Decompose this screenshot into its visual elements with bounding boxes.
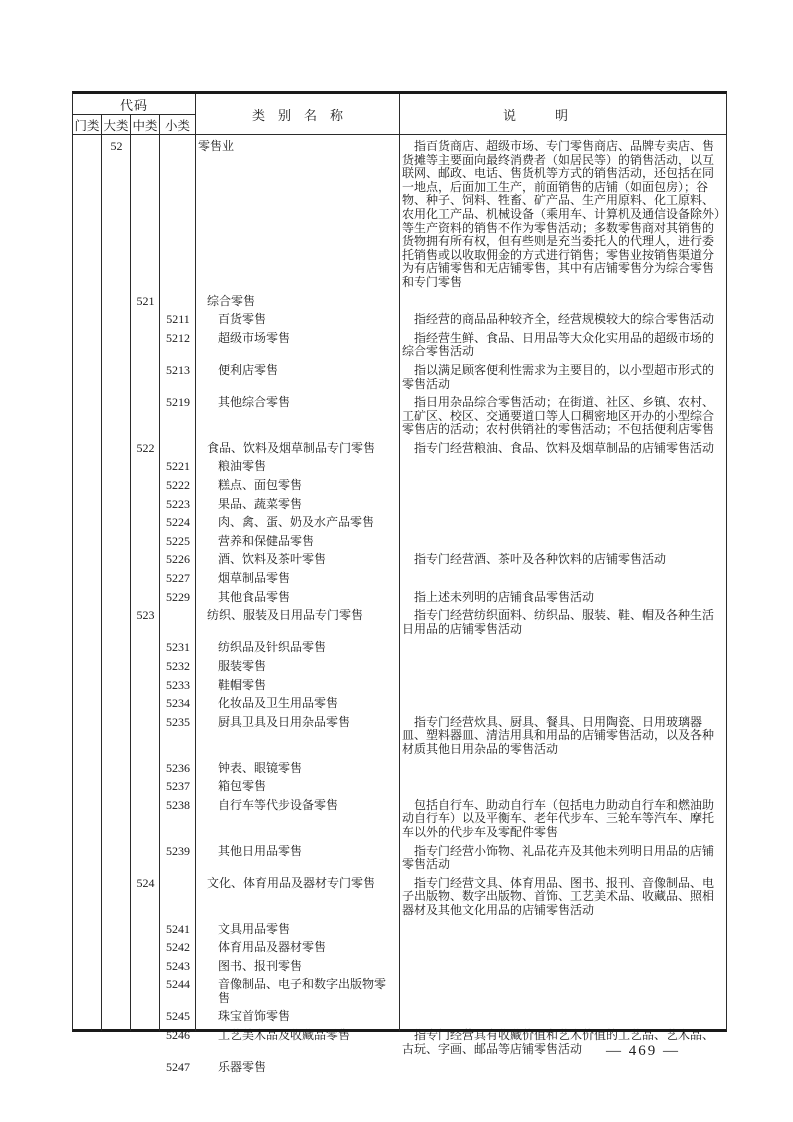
- code-dalei-cell: [102, 960, 131, 974]
- code-xiaolei-cell: 5241: [166, 921, 190, 936]
- code-dalei-cell: [102, 332, 131, 359]
- code-zhonglei-cell: 524: [136, 875, 155, 890]
- code-menlei-cell: [73, 716, 102, 757]
- code-xiaolei-cell: [160, 609, 196, 636]
- code-zhonglei-cell: [131, 460, 160, 474]
- code-dalei-cell: [102, 780, 131, 794]
- description-cell: [400, 535, 726, 549]
- category-name-cell: 零售业: [198, 139, 235, 153]
- table-row: [73, 1061, 726, 1075]
- code-zhonglei-cell: [131, 364, 160, 391]
- code-zhonglei-cell: 522: [136, 440, 155, 455]
- category-name-cell: 便利店零售: [218, 362, 279, 377]
- table-header: [73, 94, 726, 135]
- code-menlei-cell: [73, 442, 102, 456]
- column-divider-line: [159, 135, 160, 1031]
- description-cell: [400, 572, 726, 586]
- code-dalei-cell: [102, 1029, 131, 1056]
- description-cell: 指以满足顾客便利性需求为主要目的，以小型超市形式的零售活动: [402, 362, 715, 391]
- code-menlei-cell: [73, 1029, 102, 1056]
- code-xiaolei-cell: 5244: [166, 977, 190, 992]
- code-menlei-cell: [73, 295, 102, 309]
- code-zhonglei-cell: [131, 845, 160, 872]
- category-name-cell: 其他日用品零售: [218, 843, 303, 858]
- category-name-cell: 超级市场零售: [218, 330, 291, 345]
- code-dalei-cell: [102, 877, 131, 918]
- code-zhonglei-cell: [131, 332, 160, 359]
- code-menlei-cell: [73, 923, 102, 937]
- code-dalei-cell: [102, 295, 131, 309]
- column-divider-line: [130, 135, 131, 1031]
- code-xiaolei-cell: 5222: [166, 478, 190, 493]
- code-xiaolei-cell: 5245: [166, 1009, 190, 1024]
- description-cell: [400, 295, 726, 309]
- code-zhonglei-cell: 521: [136, 293, 155, 308]
- category-name-cell: 化妆品及卫生用品零售: [218, 696, 339, 711]
- code-menlei-cell: [73, 479, 102, 493]
- code-xiaolei-cell: 5234: [166, 696, 190, 711]
- category-name-cell: 其他综合零售: [218, 395, 291, 410]
- code-menlei-cell: [73, 697, 102, 711]
- code-menlei-cell: [73, 460, 102, 474]
- code-zhonglei-cell: [131, 498, 160, 512]
- column-divider-line: [101, 135, 102, 1031]
- code-menlei-cell: [73, 516, 102, 530]
- description-cell: 指上述未列明的店铺食品零售活动: [414, 589, 595, 604]
- code-dalei-cell: [102, 535, 131, 549]
- code-dalei-cell: [102, 479, 131, 493]
- code-dalei-cell: [102, 591, 131, 605]
- description-cell: 指专门经营酒、茶叶及各种饮料的店铺零售活动: [414, 552, 667, 567]
- code-menlei-cell: [73, 553, 102, 567]
- code-subheader-row: [73, 115, 195, 134]
- code-dalei-cell: [102, 553, 131, 567]
- code-menlei-cell: [73, 679, 102, 693]
- code-dalei-cell: [102, 941, 131, 955]
- description-cell: [400, 641, 726, 655]
- code-zhonglei-cell: [131, 799, 160, 840]
- category-name-cell: 鞋帽零售: [218, 677, 267, 692]
- code-zhonglei-cell: [131, 679, 160, 693]
- description-cell: [400, 762, 726, 776]
- category-name-cell: 厨具卫具及日用杂品零售: [218, 714, 351, 729]
- code-xiaolei-cell: 5224: [166, 515, 190, 530]
- code-header-group: [73, 94, 196, 134]
- code-group-label: 代码: [73, 94, 195, 115]
- category-name-cell: 箱包零售: [218, 779, 267, 794]
- description-cell: [400, 941, 726, 955]
- code-zhonglei-cell: [131, 479, 160, 493]
- page-number: — 469 —: [606, 1043, 680, 1059]
- code-dalei-cell: [102, 396, 131, 437]
- code-menlei-cell: [73, 1010, 102, 1024]
- code-dalei-cell: [102, 1010, 131, 1024]
- category-name-cell: 综合零售: [207, 293, 256, 308]
- category-name-cell: 体育用品及器材零售: [218, 940, 327, 955]
- code-zhonglei-cell: [131, 572, 160, 586]
- description-cell: [400, 1010, 726, 1024]
- code-dalei-cell: [102, 716, 131, 757]
- category-name-cell: 肉、禽、蛋、奶及水产品零售: [218, 515, 375, 530]
- code-menlei-cell: [73, 364, 102, 391]
- category-name-cell: 其他食品零售: [218, 589, 291, 604]
- code-xiaolei-cell: 5219: [166, 395, 190, 410]
- column-divider-line: [195, 135, 196, 1031]
- description-cell: [400, 923, 726, 937]
- category-name-cell: 纺织、服装及日用品专门零售: [207, 608, 364, 623]
- code-xiaolei-cell: [160, 442, 196, 456]
- code-dalei-cell: [102, 498, 131, 512]
- category-name-cell: 文化、体育用品及器材专门零售: [207, 875, 376, 890]
- code-xiaolei-cell: 5223: [166, 496, 190, 511]
- code-zhonglei-cell: [131, 516, 160, 530]
- code-xiaolei-cell: 5231: [166, 640, 190, 655]
- code-dalei-cell: [102, 313, 131, 327]
- description-cell: [400, 460, 726, 474]
- code-zhonglei-cell: [131, 1029, 160, 1056]
- code-menlei-cell: [73, 960, 102, 974]
- code-menlei-cell: [73, 780, 102, 794]
- code-xiaolei-cell: [160, 877, 196, 918]
- code-dalei-cell: [102, 364, 131, 391]
- code-xiaolei-cell: 5235: [166, 714, 190, 729]
- description-cell: [400, 679, 726, 693]
- code-zhonglei-cell: [131, 697, 160, 711]
- code-dalei-cell: [102, 572, 131, 586]
- code-zhonglei-cell: [131, 960, 160, 974]
- description-cell: 指专门经营纺织面料、纺织品、服装、鞋、帽及各种生活日用品的店铺零售活动: [402, 608, 715, 636]
- xiaolei-column-header: 小类: [164, 118, 190, 133]
- description-cell: 指经营生鲜、食品、日用品等大众化实用品的超级市场的综合零售活动: [402, 330, 715, 359]
- code-xiaolei-cell: 5229: [166, 589, 190, 604]
- code-zhonglei-cell: [131, 780, 160, 794]
- description-cell: 指百货商店、超级市场、专门零售商店、品牌专卖店、售货摊等主要面向最终消费者（如居民等）的销售活动，以互联网、邮政、电话、售货机等方式的销售活动，还包括在同一地点，后面加工生产，前面销售的店铺（如面包房）；谷物、种子、饲料、牲畜、矿产品、生产用原料、化工原料、农用化工产品、机械设备（乘用车、计算机及通信设备除外）等生产资料的销售不作为零售活动；多数零售商对其销售的货物拥有所有权，但有些则是充当委托人的代理人，进行委托销售或以收取佣金的方式进行销售；零售业按销售渠道分为有店铺零售和无店铺零售，其中有店铺零售分为综合零售和专门零售: [402, 139, 721, 289]
- category-name-cell: 图书、报刊零售: [218, 958, 303, 973]
- category-name-cell: 粮油零售: [218, 459, 267, 474]
- code-zhonglei-cell: [131, 553, 160, 567]
- code-menlei-cell: [73, 941, 102, 955]
- code-menlei-cell: [73, 535, 102, 549]
- code-menlei-cell: [73, 799, 102, 840]
- code-menlei-cell: [73, 498, 102, 512]
- description-cell: [400, 660, 726, 674]
- description-cell: 指专门经营文具、体育用品、图书、报刊、音像制品、电子出版物、数字出版物、首饰、工艺美术品、收藏品、照相器材及其他文化用品的店铺零售活动: [402, 875, 715, 917]
- code-xiaolei-cell: 5226: [166, 552, 190, 567]
- category-name-cell: 珠宝首饰零售: [218, 1009, 291, 1024]
- category-name-cell: 百货零售: [218, 312, 267, 327]
- description-cell: 指专门经营小饰物、礼品花卉及其他未列明日用品的店铺零售活动: [402, 843, 715, 872]
- code-menlei-cell: [73, 609, 102, 636]
- category-name-cell: 纺织品及针织品零售: [218, 640, 327, 655]
- code-dalei-cell: 52: [110, 139, 123, 153]
- code-zhonglei-cell: [131, 313, 160, 327]
- description-cell: [400, 479, 726, 493]
- code-xiaolei-cell: 5221: [166, 459, 190, 474]
- code-menlei-cell: [73, 591, 102, 605]
- code-zhonglei-cell: [131, 923, 160, 937]
- description-cell: [400, 780, 726, 794]
- category-name-cell: 乐器零售: [218, 1060, 267, 1075]
- code-zhonglei-cell: [131, 641, 160, 655]
- code-xiaolei-cell: [160, 295, 196, 309]
- description-cell: [400, 516, 726, 530]
- description-cell: 指专门经营炊具、厨具、餐具、日用陶瓷、日用玻璃器皿、塑料器皿、清洁用具和用品的店铺零售活动，以及各种材质其他日用杂品的零售活动: [402, 714, 715, 756]
- code-xiaolei-cell: 5233: [166, 677, 190, 692]
- code-menlei-cell: [73, 978, 102, 1005]
- description-cell: [400, 498, 726, 512]
- code-xiaolei-cell: 5243: [166, 958, 190, 973]
- code-xiaolei-cell: 5236: [166, 760, 190, 775]
- category-name-cell: 工艺美术品及收藏品零售: [218, 1028, 351, 1043]
- code-xiaolei-cell: 5212: [166, 330, 190, 345]
- category-name-cell: 营养和保健品零售: [218, 533, 315, 548]
- code-menlei-cell: [73, 641, 102, 655]
- code-dalei-cell: [102, 762, 131, 776]
- code-menlei-cell: [73, 660, 102, 674]
- code-dalei-cell: [102, 799, 131, 840]
- code-dalei-cell: [102, 923, 131, 937]
- category-name-cell: 服装零售: [218, 659, 267, 673]
- code-menlei-cell: [73, 396, 102, 437]
- code-xiaolei-cell: 5242: [166, 940, 190, 955]
- dalei-column-header: 大类: [102, 115, 131, 134]
- code-menlei-cell: [73, 332, 102, 359]
- menlei-column-header: 门类: [73, 115, 102, 134]
- category-name-cell: 烟草制品零售: [218, 571, 291, 586]
- code-xiaolei-cell: 5238: [166, 797, 190, 812]
- description-cell: 指经营的商品品种较齐全，经营规模较大的综合零售活动: [414, 312, 715, 327]
- category-name-cell: 音像制品、电子和数字出版物零售: [218, 977, 387, 1005]
- code-dalei-cell: [102, 460, 131, 474]
- code-xiaolei-cell: 5211: [166, 312, 190, 327]
- code-xiaolei-cell: 5237: [166, 779, 190, 794]
- category-name-cell: 钟表、眼镜零售: [218, 760, 303, 775]
- category-name-cell: 果品、蔬菜零售: [218, 496, 303, 511]
- code-zhonglei-cell: [131, 1010, 160, 1024]
- code-dalei-cell: [102, 978, 131, 1005]
- code-xiaolei-cell: [160, 140, 196, 290]
- category-name-cell: 糕点、面包零售: [218, 478, 303, 493]
- code-dalei-cell: [102, 660, 131, 674]
- code-zhonglei-cell: [131, 660, 160, 674]
- code-zhonglei-cell: [131, 941, 160, 955]
- code-xiaolei-cell: 5225: [166, 533, 190, 548]
- description-column-header: 说 明: [502, 107, 568, 123]
- code-xiaolei-cell: 5246: [166, 1028, 190, 1043]
- code-dalei-cell: [102, 845, 131, 872]
- description-cell: [400, 960, 726, 974]
- code-xiaolei-cell: 5239: [166, 843, 190, 858]
- code-zhonglei-cell: [131, 140, 160, 290]
- code-xiaolei-cell: 5213: [166, 362, 190, 377]
- description-cell: [400, 1061, 726, 1075]
- code-dalei-cell: [102, 609, 131, 636]
- code-menlei-cell: [73, 1061, 102, 1075]
- category-name-cell: 食品、饮料及烟草制品专门零售: [207, 440, 376, 455]
- code-zhonglei-cell: 523: [136, 608, 155, 623]
- code-xiaolei-cell: 5247: [166, 1060, 190, 1075]
- code-zhonglei-cell: [131, 591, 160, 605]
- code-menlei-cell: [73, 845, 102, 872]
- code-zhonglei-cell: [131, 396, 160, 437]
- code-menlei-cell: [73, 762, 102, 776]
- code-menlei-cell: [73, 140, 102, 290]
- description-cell: 指专门经营具有收藏价值和艺术价值的工艺品、艺术品、古玩、字画、邮品等店铺零售活动: [402, 1028, 715, 1056]
- code-dalei-cell: [102, 516, 131, 530]
- code-dalei-cell: [102, 679, 131, 693]
- column-divider-line: [399, 135, 400, 1031]
- code-dalei-cell: [102, 442, 131, 456]
- category-name-cell: 文具用品零售: [218, 921, 291, 936]
- zhonglei-column-header: 中类: [131, 115, 160, 134]
- category-name-column-header: 类 别 名 称: [196, 94, 400, 134]
- code-zhonglei-cell: [131, 762, 160, 776]
- description-cell: 包括自行车、助动自行车（包括电力助动自行车和燃油助动自行车）以及平衡车、老年代步车、三轮车等汽车、摩托车以外的代步车及零配件零售: [402, 797, 715, 839]
- code-menlei-cell: [73, 877, 102, 918]
- description-cell: 指专门经营粮油、食品、饮料及烟草制品的店铺零售活动: [414, 440, 715, 455]
- description-cell: 指日用杂品综合零售活动；在街道、社区、乡镇、农村、工矿区、校区、交通要道口等人口稠密地区开办的小型综合零售店的活动；农村供销社的零售活动；不包括便利店零售: [402, 395, 715, 437]
- category-name-cell: 自行车等代步设备零售: [218, 797, 339, 812]
- code-menlei-cell: [73, 572, 102, 586]
- category-name-cell: 酒、饮料及茶叶零售: [218, 552, 327, 567]
- description-cell: [400, 978, 726, 1005]
- code-zhonglei-cell: [131, 978, 160, 1005]
- code-dalei-cell: [102, 1061, 131, 1075]
- code-xiaolei-cell: 5232: [166, 659, 190, 673]
- code-xiaolei-cell: 5227: [166, 571, 190, 586]
- code-zhonglei-cell: [131, 1061, 160, 1075]
- code-dalei-cell: [102, 641, 131, 655]
- code-zhonglei-cell: [131, 535, 160, 549]
- code-zhonglei-cell: [131, 716, 160, 757]
- description-cell: [400, 697, 726, 711]
- code-menlei-cell: [73, 313, 102, 327]
- code-dalei-cell: [102, 697, 131, 711]
